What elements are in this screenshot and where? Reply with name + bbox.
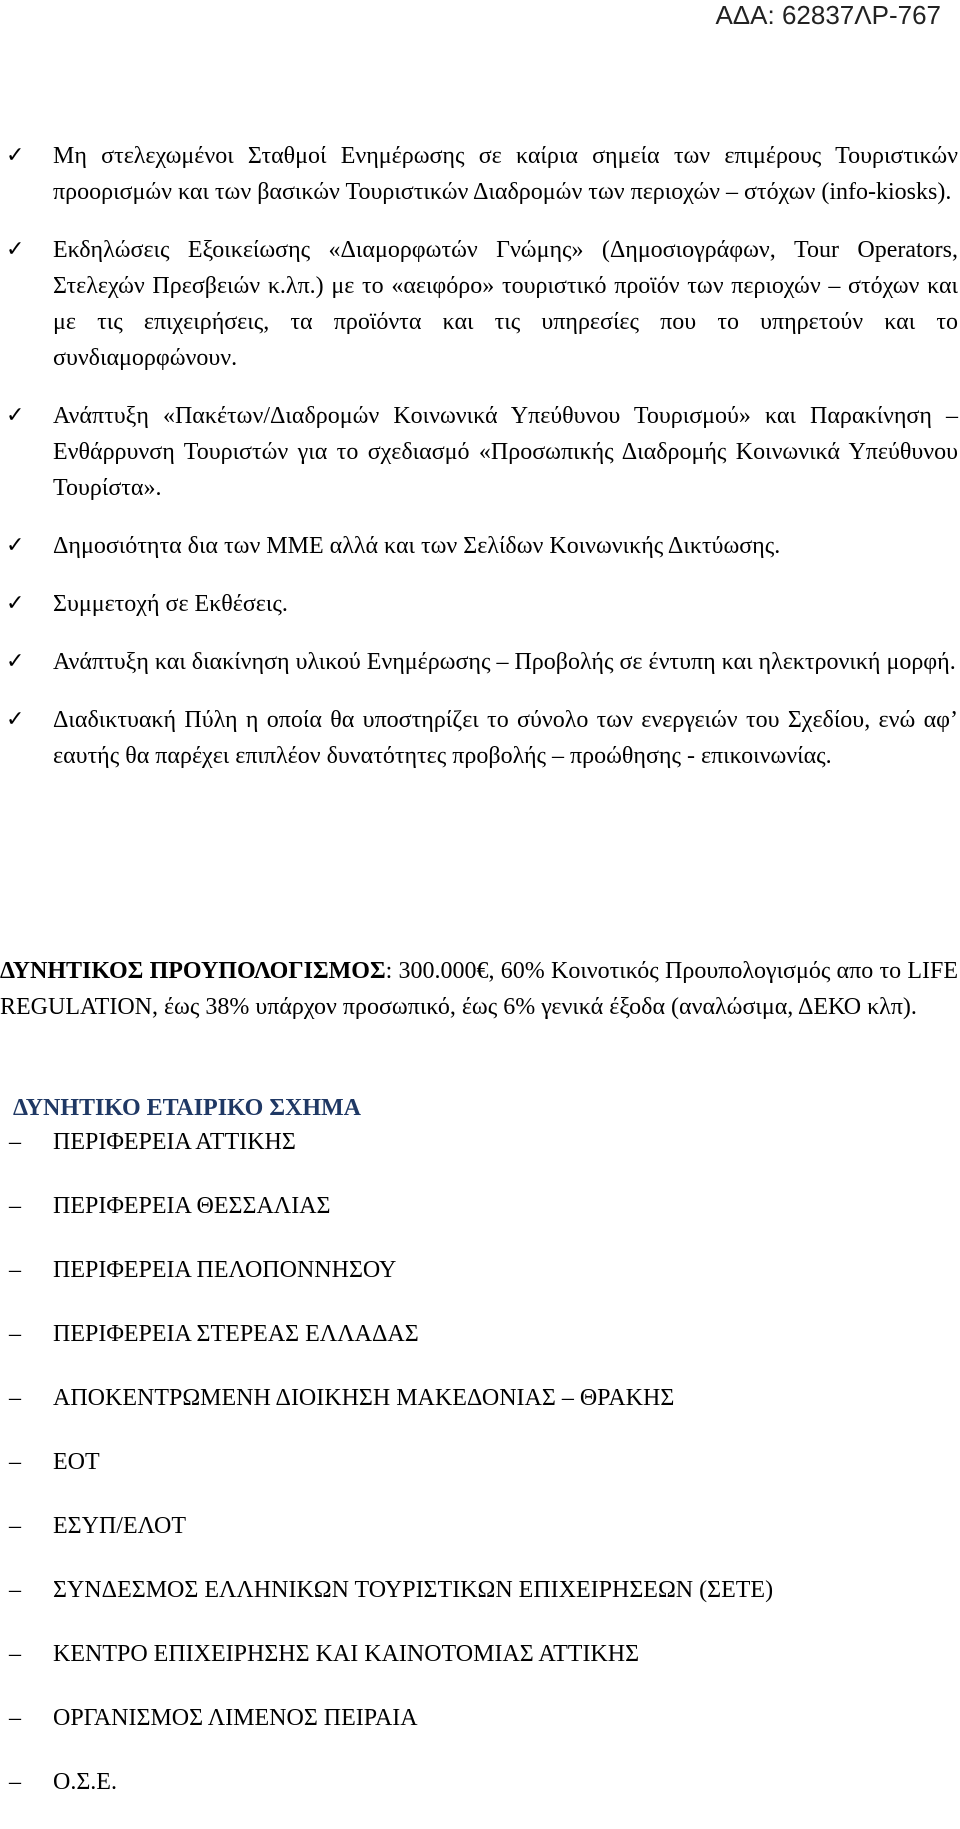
dash-bullet: – xyxy=(9,1577,21,1603)
partner-item xyxy=(0,1509,960,1573)
partner-name: ΟΡΓΑΝΙΣΜΟΣ ΛΙΜΕΝΟΣ ΠΕΙΡΑΙΑ xyxy=(53,1705,418,1731)
dash-bullet: – xyxy=(9,1257,21,1283)
dash-bullet: – xyxy=(9,1769,21,1795)
checklist-item xyxy=(0,138,960,210)
partner-name: ΠΕΡΙΦΕΡΕΙΑ ΠΕΛΟΠΟΝΝΗΣΟΥ xyxy=(53,1257,397,1283)
checklist-item xyxy=(0,644,960,680)
checklist-item xyxy=(0,398,960,506)
partnership-heading: ΔΥΝΗΤΙΚΟ ΕΤΑΙΡΙΚΟ ΣΧΗΜΑ xyxy=(13,1095,362,1121)
budget-paragraph xyxy=(0,953,958,1025)
partner-item xyxy=(0,1189,960,1253)
partner-name: Ο.Σ.Ε. xyxy=(53,1769,117,1795)
partner-name: ΚΕΝΤΡΟ ΕΠΙΧΕΙΡΗΣΗΣ ΚΑΙ ΚΑΙΝΟΤΟΜΙΑΣ ΑΤΤΙΚΗΣ xyxy=(53,1641,640,1667)
checkmark-icon: ✓ xyxy=(6,403,25,428)
partner-item xyxy=(0,1701,960,1765)
checklist-item xyxy=(0,586,960,622)
checklist-item-text: Εκδηλώσεις Εξοικείωσης «Διαμορφωτών Γνώμης» (Δημοσιογράφων, Tour Operators, Στελεχών Πρεσβειών κ.λπ.) με το «αειφόρο» τουριστικό προϊόν των περιοχών – στόχων και με τις επιχειρήσεις, τα προϊόντα και τις υπηρεσίες που το υπηρετούν και το συνδιαμορφώνουν. xyxy=(53,237,958,371)
partner-name: ΕΣΥΠ/ΕΛΟΤ xyxy=(53,1513,187,1539)
dash-bullet: – xyxy=(9,1321,21,1347)
checklist-item-text: Συμμετοχή σε Εκθέσεις. xyxy=(53,591,288,617)
partner-name: ΑΠΟΚΕΝΤΡΩΜΕΝΗ ΔΙΟΙΚΗΣΗ ΜΑΚΕΔΟΝΙΑΣ – ΘΡΑΚΗΣ xyxy=(53,1385,675,1411)
dash-bullet: – xyxy=(9,1193,21,1219)
partner-item xyxy=(0,1381,960,1445)
dash-bullet: – xyxy=(9,1449,21,1475)
partner-list xyxy=(0,1125,960,1829)
document-ada-code: ΑΔΑ: 62837ΛΡ-767 xyxy=(715,0,941,30)
partner-name: ΠΕΡΙΦΕΡΕΙΑ ΑΤΤΙΚΗΣ xyxy=(53,1129,296,1155)
checklist-item xyxy=(0,702,960,774)
checkmark-icon: ✓ xyxy=(6,533,25,558)
budget-label: ΔΥΝΗΤΙΚΟΣ ΠΡΟΥΠΟΛΟΓΙΣΜΟΣ xyxy=(0,958,386,984)
partner-item xyxy=(0,1253,960,1317)
partner-name: ΕΟΤ xyxy=(53,1449,100,1475)
checklist-item-text: Δημοσιότητα δια των ΜΜΕ αλλά και των Σελίδων Κοινωνικής Δικτύωσης. xyxy=(53,533,781,559)
checkmark-icon: ✓ xyxy=(6,237,25,262)
dash-bullet: – xyxy=(9,1705,21,1731)
checkmark-icon: ✓ xyxy=(6,591,25,616)
checklist-item-text: Μη στελεχωμένοι Σταθμοί Ενημέρωσης σε καίρια σημεία των επιμέρους Τουριστικών προορισμών και των βασικών Τουριστικών Διαδρομών των περιοχών – στόχων (info-kiosks). xyxy=(53,143,958,205)
dash-bullet: – xyxy=(9,1513,21,1539)
budget-text: : 300.000€, 60% Κοινοτικός Προυπολογισμός απο το LIFE REGULATION, έως 38% υπάρχον προσωπικό, έως 6% γενικά έξοδα (αναλώσιμα, ΔΕΚΟ κλπ). xyxy=(0,958,958,1020)
checkmark-icon: ✓ xyxy=(6,649,25,674)
dash-bullet: – xyxy=(9,1641,21,1667)
partner-item xyxy=(0,1765,960,1829)
checklist-item-text: Ανάπτυξη «Πακέτων/Διαδρομών Κοινωνικά Υπεύθυνου Τουρισμού» και Παρακίνηση – Ενθάρρυνση Τουριστών για το σχεδιασμό «Προσωπικής Διαδρομής Κοινωνικά Υπεύθυνου Τουρίστα». xyxy=(53,403,958,501)
dash-bullet: – xyxy=(9,1385,21,1411)
checkmark-icon: ✓ xyxy=(6,143,25,168)
partner-item xyxy=(0,1125,960,1189)
partner-name: ΠΕΡΙΦΕΡΕΙΑ ΘΕΣΣΑΛΙΑΣ xyxy=(53,1193,331,1219)
dash-bullet: – xyxy=(9,1129,21,1155)
partner-name: ΣΥΝΔΕΣΜΟΣ ΕΛΛΗΝΙΚΩΝ ΤΟΥΡΙΣΤΙΚΩΝ ΕΠΙΧΕΙΡΗΣΕΩΝ (ΣΕΤΕ) xyxy=(53,1577,774,1603)
actions-checklist xyxy=(0,138,960,796)
partner-name: ΠΕΡΙΦΕΡΕΙΑ ΣΤΕΡΕΑΣ ΕΛΛΑΔΑΣ xyxy=(53,1321,419,1347)
checklist-item-text: Ανάπτυξη και διακίνηση υλικού Ενημέρωσης – Προβολής σε έντυπη και ηλεκτρονική μορφή. xyxy=(53,649,956,675)
partner-item xyxy=(0,1445,960,1509)
partner-item xyxy=(0,1637,960,1701)
partner-item xyxy=(0,1317,960,1381)
partner-item xyxy=(0,1573,960,1637)
checklist-item xyxy=(0,528,960,564)
checkmark-icon: ✓ xyxy=(6,707,25,732)
checklist-item xyxy=(0,232,960,376)
checklist-item-text: Διαδικτυακή Πύλη η οποία θα υποστηρίζει το σύνολο των ενεργειών του Σχεδίου, ενώ αφ’ εαυτής θα παρέχει επιπλέον δυνατότητες προβολής – προώθησης - επικοινωνίας. xyxy=(53,707,958,769)
